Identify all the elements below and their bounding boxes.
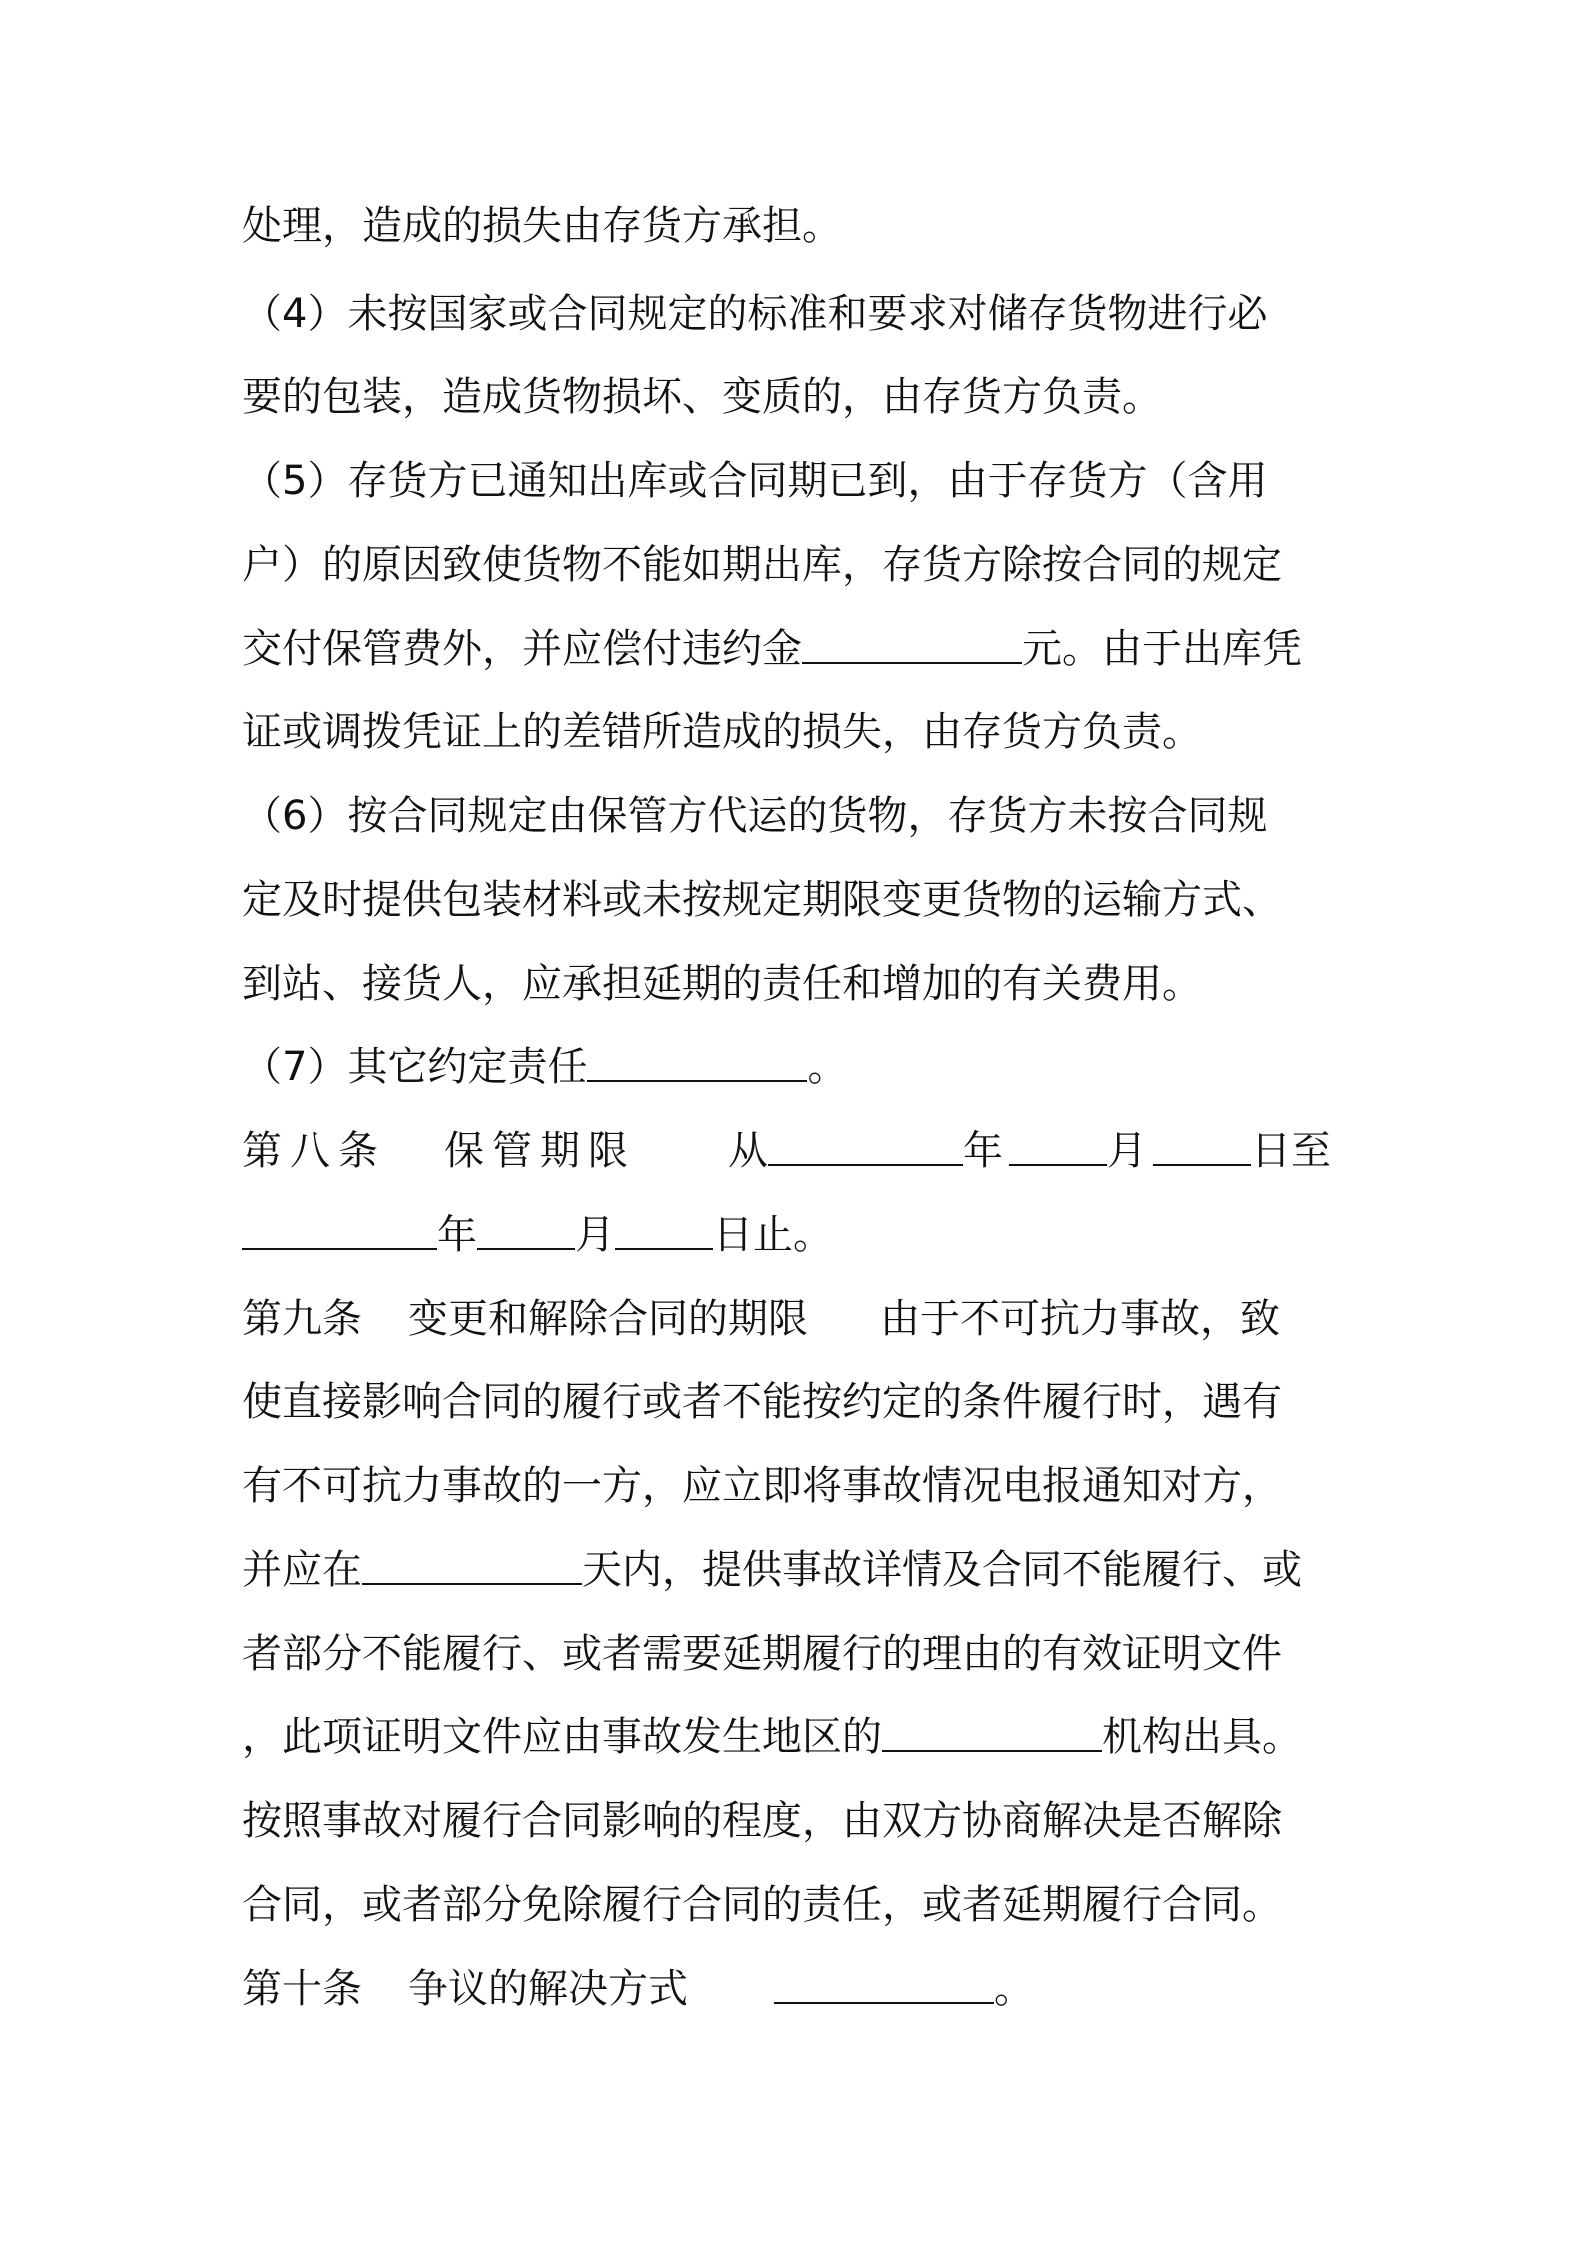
text-line: 使直接影响合同的履行或者不能按约定的条件履行时，遇有: [242, 1379, 1282, 1425]
text-line: 到站、接货人，应承担延期的责任和增加的有关费用。: [242, 961, 1202, 1007]
text-line: 处理，造成的损失由存货方承担。: [242, 203, 842, 249]
fill-in-blank: [774, 1962, 994, 2004]
text-line: 有不可抗力事故的一方，应立即将事故情况电报通知对方，: [242, 1463, 1282, 1509]
text-line: 定及时提供包装材料或未按规定期限变更货物的运输方式、: [242, 877, 1282, 923]
fill-in-blank: [362, 1543, 582, 1585]
fill-in-blank-day: [615, 1208, 713, 1250]
fill-in-blank: [802, 622, 1022, 664]
fill-in-blank: [882, 1710, 1102, 1752]
fill-in-blank: [587, 1040, 807, 1082]
text-line: 并应在 天内，提供事故详情及合同不能履行、或: [242, 1540, 1357, 1600]
fill-in-blank-day: [1153, 1124, 1251, 1166]
text-line: （6）按合同规定由保管方代运的货物，存货方未按合同规: [242, 793, 1268, 839]
text-line: ，此项证明文件应由事故发生地区的 机构出具。: [242, 1707, 1357, 1767]
fill-in-blank-year: [768, 1124, 963, 1166]
fill-in-blank-year: [242, 1208, 437, 1250]
text-line: 交付保管费外，并应偿付违约金 元。由于出库凭: [242, 619, 1357, 679]
fill-in-blank-month: [477, 1208, 575, 1250]
text-line: 户）的原因致使货物不能如期出库，存货方除按合同的规定: [242, 542, 1282, 588]
text-line: 者部分不能履行、或者需要延期履行的理由的有效证明文件: [242, 1631, 1282, 1677]
text-line: （5）存货方已通知出库或合同期已到，由于存货方（含用: [242, 458, 1268, 504]
text-line: 年 月 日止。: [242, 1205, 1357, 1265]
text-line: 要的包装，造成货物损坏、变质的，由存货方负责。: [242, 374, 1162, 420]
article-10-heading: 第十条 争议的解决方式 。: [242, 1959, 1357, 2019]
text-line: （7）其它约定责任 。: [242, 1037, 1357, 1097]
text-line: 按照事故对履行合同影响的程度，由双方协商解决是否解除: [242, 1798, 1282, 1844]
article-9-heading: 第九条 变更和解除合同的期限 由于不可抗力事故，致: [242, 1296, 1280, 1342]
text-line: 合同，或者部分免除履行合同的责任，或者延期履行合同。: [242, 1882, 1282, 1928]
article-8-heading: 第八条 保管期限 从 年 月 日至: [242, 1121, 1357, 1181]
text-line: 证或调拨凭证上的差错所造成的损失，由存货方负责。: [242, 709, 1202, 755]
fill-in-blank-month: [1009, 1124, 1107, 1166]
text-line: （4）未按国家或合同规定的标准和要求对储存货物进行必: [242, 291, 1268, 337]
